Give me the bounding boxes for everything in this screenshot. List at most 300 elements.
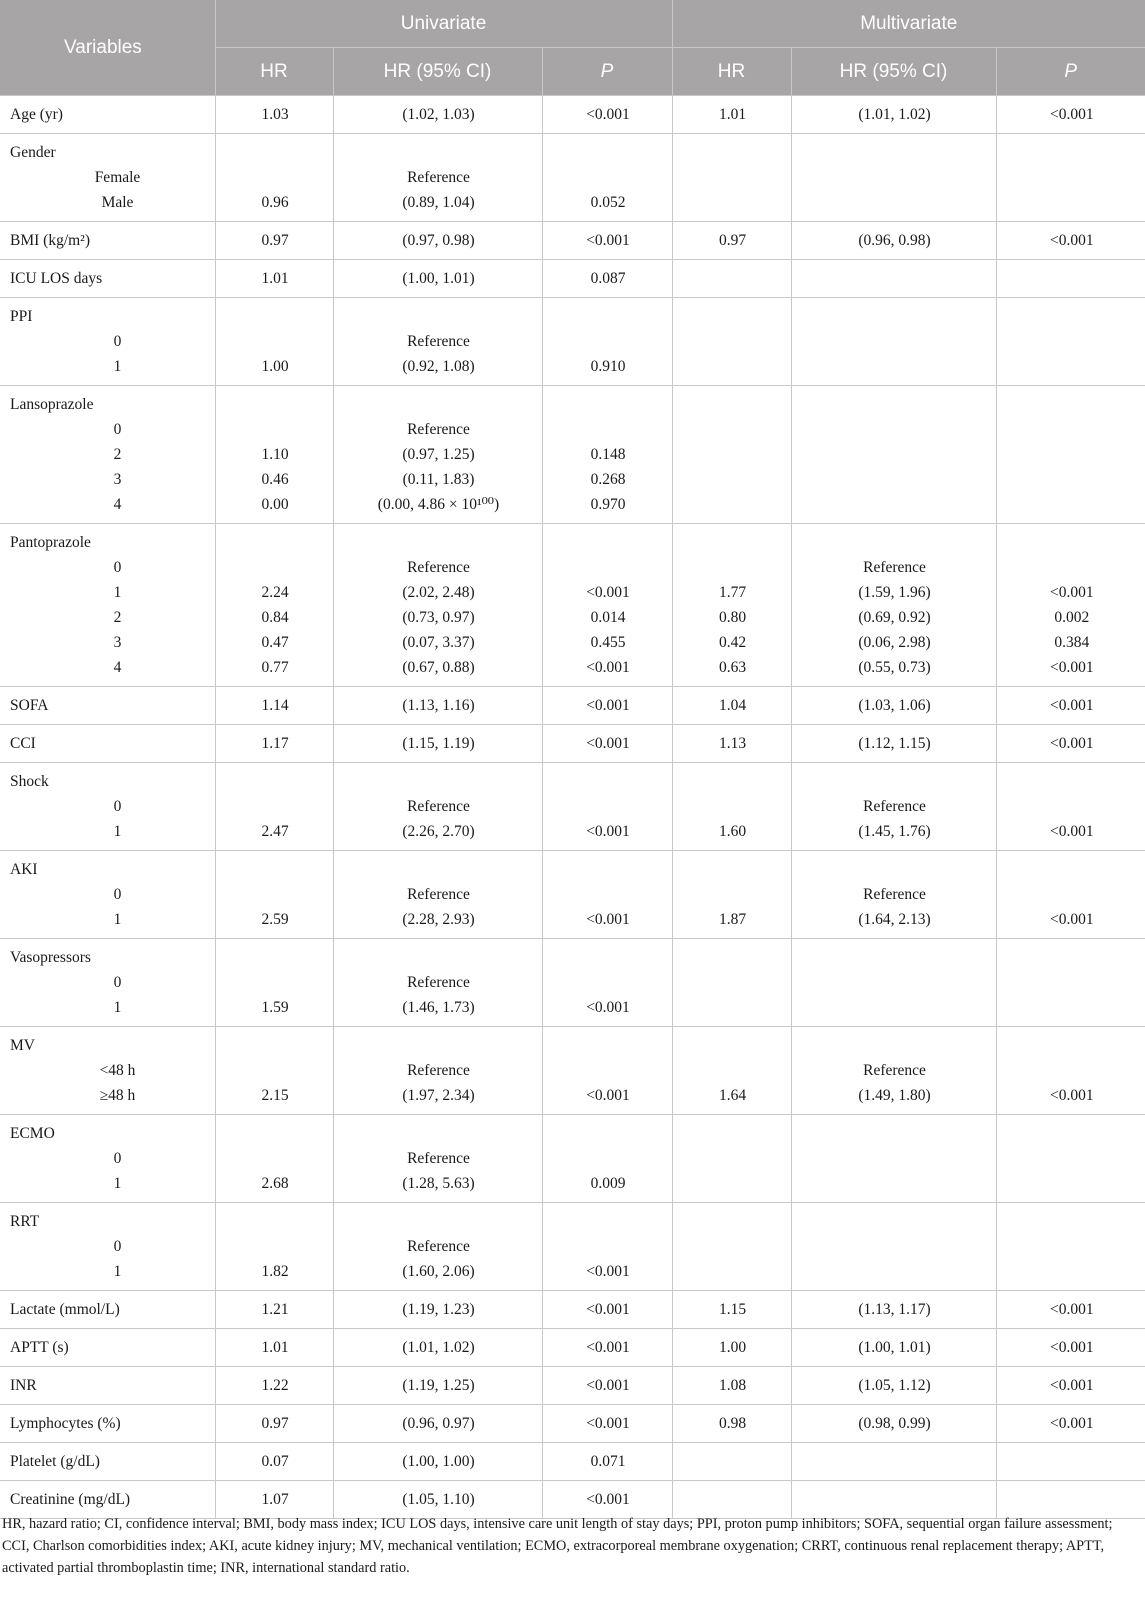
univariate-hr-ci-value: (2.02, 2.48) xyxy=(402,584,475,601)
univariate-hr-ci-cell xyxy=(333,1443,542,1481)
variable-level: 0 xyxy=(113,886,122,903)
table-row xyxy=(0,1115,1145,1203)
multivariate-hr-ci-value: Reference xyxy=(863,1062,926,1079)
table-footnote xyxy=(2,1513,1137,1579)
univariate-hr-value: 1.01 xyxy=(261,270,289,287)
univariate-hr-cell xyxy=(215,763,333,851)
univariate-hr-value xyxy=(226,165,325,190)
table-row xyxy=(0,134,1145,222)
table-row xyxy=(0,725,1145,763)
univariate-hr-value xyxy=(226,970,325,995)
multivariate-p-value: <0.001 xyxy=(1049,1301,1094,1318)
table-row xyxy=(0,260,1145,298)
multivariate-p-cell xyxy=(996,725,1145,763)
univariate-hr-value xyxy=(226,1058,325,1083)
multivariate-hr-cell xyxy=(672,134,791,222)
multivariate-hr-ci-cell xyxy=(791,1329,996,1367)
multivariate-hr-ci-value: (1.49, 1.80) xyxy=(858,1087,931,1104)
multivariate-hr-value xyxy=(683,555,783,580)
multivariate-p-value xyxy=(1007,555,1138,580)
multivariate-hr-value: 0.42 xyxy=(718,634,747,651)
univariate-hr-value: 1.21 xyxy=(261,1301,289,1318)
variable-cell xyxy=(0,386,215,524)
multivariate-p-cell xyxy=(996,1291,1145,1329)
variable-label: Lansoprazole xyxy=(10,396,94,413)
multivariate-hr-ci-cell xyxy=(791,134,996,222)
univariate-hr-cell xyxy=(215,96,333,134)
variable-label: Platelet (g/dL) xyxy=(10,1453,100,1470)
univariate-hr-ci-value: (0.07, 3.37) xyxy=(402,634,475,651)
multivariate-hr-ci-cell xyxy=(791,1115,996,1203)
variable-cell xyxy=(0,851,215,939)
multivariate-hr-value xyxy=(683,769,783,794)
univariate-hr-ci-value: (1.01, 1.02) xyxy=(402,1339,475,1356)
univariate-hr-value xyxy=(226,769,325,794)
variable-label: APTT (s) xyxy=(10,1339,69,1356)
multivariate-hr-ci-value: (0.06, 2.98) xyxy=(858,634,931,651)
multivariate-hr-value xyxy=(683,882,783,907)
multivariate-p-value: <0.001 xyxy=(1049,735,1094,752)
multivariate-hr-ci-cell xyxy=(791,1203,996,1291)
univariate-hr-ci-cell xyxy=(333,939,542,1027)
variable-cell xyxy=(0,725,215,763)
variable-level: 0 xyxy=(113,421,122,438)
univariate-p-cell xyxy=(542,260,672,298)
univariate-hr-ci-cell xyxy=(333,1027,542,1115)
variable-cell xyxy=(0,260,215,298)
table-body xyxy=(0,96,1145,1519)
univariate-p-value: <0.001 xyxy=(586,1339,630,1356)
multivariate-hr-ci-value: (1.03, 1.06) xyxy=(858,697,931,714)
multivariate-p-value: 0.002 xyxy=(1054,609,1090,626)
variable-cell xyxy=(0,1115,215,1203)
variable-cell xyxy=(0,763,215,851)
header-multivariate-hr-ci: HR (95% CI) xyxy=(791,48,996,96)
univariate-hr-value xyxy=(226,555,325,580)
univariate-p-value xyxy=(553,329,664,354)
variable-cell xyxy=(0,687,215,725)
multivariate-hr-value xyxy=(683,857,783,882)
univariate-hr-ci-cell xyxy=(333,763,542,851)
multivariate-hr-value: 1.77 xyxy=(718,584,747,601)
variable-level: <48 h xyxy=(99,1062,136,1079)
univariate-p-value: 0.970 xyxy=(590,496,626,513)
univariate-p-cell xyxy=(542,134,672,222)
multivariate-hr-ci-cell xyxy=(791,96,996,134)
univariate-p-value xyxy=(553,392,664,417)
univariate-p-cell xyxy=(542,386,672,524)
univariate-p-value xyxy=(553,140,664,165)
variable-label: Pantoprazole xyxy=(10,534,91,551)
multivariate-p-cell xyxy=(996,260,1145,298)
univariate-p-value: <0.001 xyxy=(586,659,630,676)
univariate-p-cell xyxy=(542,1329,672,1367)
univariate-hr-value: 1.01 xyxy=(261,1339,289,1356)
variable-label: Lymphocytes (%) xyxy=(10,1415,121,1432)
univariate-hr-value xyxy=(226,1146,325,1171)
variable-cell xyxy=(0,1291,215,1329)
multivariate-hr-ci-cell xyxy=(791,1443,996,1481)
multivariate-p-value: <0.001 xyxy=(1049,584,1094,601)
univariate-hr-value: 1.10 xyxy=(261,446,289,463)
multivariate-p-value xyxy=(1007,769,1138,794)
variable-cell xyxy=(0,298,215,386)
univariate-hr-ci-cell xyxy=(333,524,542,687)
multivariate-hr-ci-value xyxy=(802,1033,988,1058)
multivariate-hr-ci-value: (1.45, 1.76) xyxy=(858,823,931,840)
univariate-hr-ci-cell xyxy=(333,134,542,222)
univariate-p-cell xyxy=(542,851,672,939)
variable-level: 0 xyxy=(113,1238,122,1255)
univariate-hr-value: 0.84 xyxy=(261,609,289,626)
univariate-hr-cell xyxy=(215,1405,333,1443)
multivariate-p-cell xyxy=(996,222,1145,260)
variable-level: 3 xyxy=(113,471,122,488)
univariate-hr-ci-value xyxy=(344,769,534,794)
multivariate-hr-value xyxy=(683,794,783,819)
univariate-p-value xyxy=(553,769,664,794)
univariate-hr-ci-cell xyxy=(333,260,542,298)
univariate-hr-cell xyxy=(215,725,333,763)
multivariate-p-value xyxy=(1007,857,1138,882)
univariate-hr-ci-value: Reference xyxy=(407,886,470,903)
univariate-hr-ci-value: Reference xyxy=(407,1062,470,1079)
multivariate-hr-ci-cell xyxy=(791,1367,996,1405)
multivariate-hr-cell xyxy=(672,687,791,725)
multivariate-p-cell xyxy=(996,1203,1145,1291)
variable-cell xyxy=(0,524,215,687)
univariate-p-value: 0.910 xyxy=(590,358,626,375)
univariate-hr-cell xyxy=(215,851,333,939)
univariate-hr-value: 1.00 xyxy=(261,358,289,375)
univariate-hr-value xyxy=(226,329,325,354)
univariate-hr-value xyxy=(226,140,325,165)
multivariate-hr-ci-cell xyxy=(791,725,996,763)
variable-level: 0 xyxy=(113,333,122,350)
multivariate-hr-ci-value xyxy=(802,769,988,794)
univariate-hr-cell xyxy=(215,386,333,524)
univariate-p-cell xyxy=(542,524,672,687)
univariate-hr-value: 0.46 xyxy=(261,471,289,488)
table-row xyxy=(0,687,1145,725)
multivariate-hr-ci-cell xyxy=(791,763,996,851)
univariate-p-value: 0.455 xyxy=(590,634,626,651)
variable-level: ≥48 h xyxy=(99,1087,136,1104)
univariate-hr-ci-value: (1.13, 1.16) xyxy=(402,697,475,714)
univariate-p-value: <0.001 xyxy=(586,1087,630,1104)
header-univariate: Univariate xyxy=(215,0,672,48)
multivariate-hr-ci-value: (1.59, 1.96) xyxy=(858,584,931,601)
univariate-hr-value xyxy=(226,882,325,907)
univariate-hr-ci-value: (1.46, 1.73) xyxy=(402,999,475,1016)
univariate-p-value xyxy=(553,165,664,190)
variable-cell xyxy=(0,134,215,222)
univariate-hr-ci-value xyxy=(344,1033,534,1058)
univariate-p-value: 0.148 xyxy=(590,446,626,463)
univariate-hr-ci-cell xyxy=(333,1405,542,1443)
univariate-hr-ci-value: (1.19, 1.23) xyxy=(402,1301,475,1318)
multivariate-hr-value: 1.08 xyxy=(718,1377,747,1394)
multivariate-hr-value xyxy=(683,1058,783,1083)
multivariate-hr-ci-cell xyxy=(791,260,996,298)
multivariate-p-cell xyxy=(996,763,1145,851)
variable-cell xyxy=(0,96,215,134)
multivariate-hr-value: 1.60 xyxy=(718,823,747,840)
multivariate-p-cell xyxy=(996,851,1145,939)
multivariate-hr-ci-value: (0.69, 0.92) xyxy=(858,609,931,626)
table-header xyxy=(0,0,1145,96)
univariate-hr-ci-value: Reference xyxy=(407,169,470,186)
univariate-hr-value xyxy=(226,1033,325,1058)
table-row xyxy=(0,1027,1145,1115)
univariate-hr-ci-value: Reference xyxy=(407,974,470,991)
multivariate-p-value xyxy=(1007,530,1138,555)
variable-label: AKI xyxy=(10,861,38,878)
header-variables: Variables xyxy=(0,0,215,96)
univariate-hr-value: 1.14 xyxy=(261,697,289,714)
multivariate-p-value: <0.001 xyxy=(1049,1415,1094,1432)
univariate-hr-value: 1.59 xyxy=(261,999,289,1016)
multivariate-hr-cell xyxy=(672,222,791,260)
univariate-p-cell xyxy=(542,1405,672,1443)
table-row xyxy=(0,1291,1145,1329)
variable-level: 4 xyxy=(113,496,122,513)
univariate-hr-value: 0.96 xyxy=(261,194,289,211)
multivariate-hr-cell xyxy=(672,1115,791,1203)
multivariate-p-cell xyxy=(996,1405,1145,1443)
table-row xyxy=(0,1405,1145,1443)
univariate-hr-ci-value: (0.00, 4.86 × 10¹⁰⁰) xyxy=(377,496,500,513)
univariate-hr-ci-value: Reference xyxy=(407,1238,470,1255)
multivariate-p-value: <0.001 xyxy=(1049,823,1094,840)
multivariate-hr-cell xyxy=(672,1329,791,1367)
univariate-hr-ci-value: (1.00, 1.00) xyxy=(402,1453,475,1470)
multivariate-p-value: <0.001 xyxy=(1049,232,1094,249)
multivariate-hr-ci-value: (1.01, 1.02) xyxy=(858,106,931,123)
multivariate-hr-value: 0.63 xyxy=(718,659,747,676)
univariate-p-value: <0.001 xyxy=(586,1377,630,1394)
univariate-p-value xyxy=(553,857,664,882)
multivariate-p-cell xyxy=(996,687,1145,725)
univariate-hr-value: 1.22 xyxy=(261,1377,289,1394)
univariate-hr-ci-cell xyxy=(333,1367,542,1405)
univariate-hr-cell xyxy=(215,1203,333,1291)
univariate-hr-ci-cell xyxy=(333,851,542,939)
multivariate-hr-cell xyxy=(672,524,791,687)
univariate-p-value xyxy=(553,794,664,819)
variable-level: Female xyxy=(94,169,141,186)
variable-level: 1 xyxy=(113,584,122,601)
multivariate-hr-ci-cell xyxy=(791,386,996,524)
univariate-hr-ci-value: (0.73, 0.97) xyxy=(402,609,475,626)
multivariate-hr-cell xyxy=(672,1027,791,1115)
multivariate-p-cell xyxy=(996,96,1145,134)
multivariate-hr-ci-cell xyxy=(791,1027,996,1115)
univariate-hr-ci-value: (2.26, 2.70) xyxy=(402,823,475,840)
variable-level: 0 xyxy=(113,974,122,991)
table-row xyxy=(0,763,1145,851)
multivariate-hr-ci-cell xyxy=(791,1291,996,1329)
univariate-hr-ci-cell xyxy=(333,1115,542,1203)
variable-level: 1 xyxy=(113,358,122,375)
univariate-hr-cell xyxy=(215,1291,333,1329)
header-multivariate-hr: HR xyxy=(672,48,791,96)
univariate-hr-ci-value: (1.05, 1.10) xyxy=(402,1491,475,1508)
variable-label: CCI xyxy=(10,735,36,752)
univariate-p-value: <0.001 xyxy=(586,106,630,123)
univariate-hr-cell xyxy=(215,1329,333,1367)
univariate-hr-ci-value: (1.15, 1.19) xyxy=(402,735,475,752)
multivariate-p-value: <0.001 xyxy=(1049,1339,1094,1356)
univariate-hr-value xyxy=(226,304,325,329)
univariate-hr-ci-value: (0.97, 1.25) xyxy=(402,446,475,463)
multivariate-hr-ci-value: Reference xyxy=(863,559,926,576)
variable-label: PPI xyxy=(10,308,33,325)
table-row xyxy=(0,222,1145,260)
univariate-p-value xyxy=(553,530,664,555)
table-row xyxy=(0,1443,1145,1481)
variable-label: RRT xyxy=(10,1213,40,1230)
variable-label: Creatinine (mg/dL) xyxy=(10,1491,131,1508)
variable-label: Lactate (mmol/L) xyxy=(10,1301,120,1318)
multivariate-hr-value xyxy=(683,1033,783,1058)
univariate-p-value: <0.001 xyxy=(586,999,630,1016)
univariate-hr-cell xyxy=(215,687,333,725)
univariate-hr-cell xyxy=(215,524,333,687)
univariate-p-cell xyxy=(542,1115,672,1203)
multivariate-p-value: <0.001 xyxy=(1049,697,1094,714)
univariate-hr-ci-value: (2.28, 2.93) xyxy=(402,911,475,928)
univariate-hr-ci-cell xyxy=(333,96,542,134)
univariate-hr-ci-value: (1.97, 2.34) xyxy=(402,1087,475,1104)
univariate-hr-value xyxy=(226,1121,325,1146)
univariate-p-value: <0.001 xyxy=(586,1491,630,1508)
univariate-hr-ci-value: (1.60, 2.06) xyxy=(402,1263,475,1280)
variable-level: 1 xyxy=(113,823,122,840)
univariate-hr-value: 2.47 xyxy=(261,823,289,840)
header-multivariate-p: P xyxy=(996,48,1145,96)
univariate-hr-ci-cell xyxy=(333,222,542,260)
univariate-hr-ci-cell xyxy=(333,386,542,524)
univariate-hr-cell xyxy=(215,1115,333,1203)
univariate-hr-ci-cell xyxy=(333,687,542,725)
multivariate-hr-ci-value: (0.98, 0.99) xyxy=(858,1415,931,1432)
multivariate-hr-cell xyxy=(672,386,791,524)
univariate-p-value xyxy=(553,1209,664,1234)
table-row xyxy=(0,386,1145,524)
univariate-p-value: 0.052 xyxy=(590,194,626,211)
multivariate-p-cell xyxy=(996,939,1145,1027)
univariate-p-value: <0.001 xyxy=(586,584,630,601)
univariate-hr-value xyxy=(226,417,325,442)
table-row xyxy=(0,524,1145,687)
multivariate-hr-cell xyxy=(672,1443,791,1481)
multivariate-hr-value: 1.13 xyxy=(718,735,747,752)
multivariate-p-cell xyxy=(996,1443,1145,1481)
univariate-hr-cell xyxy=(215,134,333,222)
footnote-text: HR, hazard ratio; CI, confidence interval; BMI, body mass index; ICU LOS days, intensive care unit length of stay days; PPI, proton pump inhibitors; SOFA, sequential organ failure assessment; CCI, Charlson comorbidities index; AKI, acute kidney injury; MV, mechanical ventilation; ECMO, extracorporeal membrane oxygenation; CRRT, continuous renal replacement therapy; APTT, activated partial thromboplastin time; INR, international standard ratio. xyxy=(2,1516,1113,1576)
table-row xyxy=(0,939,1145,1027)
variable-label: Gender xyxy=(10,144,56,161)
univariate-hr-value: 0.97 xyxy=(261,1415,289,1432)
univariate-hr-value: 0.47 xyxy=(261,634,289,651)
univariate-hr-ci-value xyxy=(344,530,534,555)
multivariate-hr-value: 1.04 xyxy=(718,697,747,714)
univariate-p-cell xyxy=(542,725,672,763)
variable-level: 0 xyxy=(113,559,122,576)
univariate-hr-ci-value: (0.96, 0.97) xyxy=(402,1415,475,1432)
univariate-p-value xyxy=(553,555,664,580)
multivariate-p-cell xyxy=(996,1115,1145,1203)
variable-label: INR xyxy=(10,1377,37,1394)
univariate-hr-ci-value: (0.89, 1.04) xyxy=(402,194,475,211)
variable-level: 4 xyxy=(113,659,122,676)
variable-cell xyxy=(0,1367,215,1405)
table-row xyxy=(0,1367,1145,1405)
multivariate-p-cell xyxy=(996,1329,1145,1367)
univariate-hr-value: 0.07 xyxy=(261,1453,289,1470)
univariate-hr-cell xyxy=(215,1027,333,1115)
multivariate-hr-ci-value: (1.00, 1.01) xyxy=(858,1339,931,1356)
multivariate-hr-ci-cell xyxy=(791,1405,996,1443)
univariate-hr-cell xyxy=(215,298,333,386)
univariate-hr-ci-value xyxy=(344,945,534,970)
header-univariate-hr: HR xyxy=(215,48,333,96)
univariate-hr-ci-value: (0.11, 1.83) xyxy=(402,471,475,488)
univariate-p-cell xyxy=(542,222,672,260)
univariate-hr-ci-cell xyxy=(333,1291,542,1329)
multivariate-hr-value: 1.01 xyxy=(718,106,747,123)
univariate-hr-ci-value: (0.92, 1.08) xyxy=(402,358,475,375)
variable-label: Age (yr) xyxy=(10,106,63,123)
multivariate-p-value xyxy=(1007,794,1138,819)
multivariate-hr-cell xyxy=(672,96,791,134)
multivariate-p-value: <0.001 xyxy=(1049,1087,1094,1104)
univariate-hr-ci-value: (1.28, 5.63) xyxy=(402,1175,475,1192)
univariate-p-cell xyxy=(542,687,672,725)
univariate-hr-ci-value: Reference xyxy=(407,421,470,438)
univariate-p-cell xyxy=(542,1291,672,1329)
univariate-hr-value: 2.59 xyxy=(261,911,289,928)
variable-level: 0 xyxy=(113,798,122,815)
univariate-hr-value xyxy=(226,857,325,882)
multivariate-hr-cell xyxy=(672,1291,791,1329)
multivariate-hr-ci-value: Reference xyxy=(863,886,926,903)
univariate-p-cell xyxy=(542,1443,672,1481)
univariate-p-value: <0.001 xyxy=(586,1415,630,1432)
table-row xyxy=(0,1203,1145,1291)
multivariate-p-cell xyxy=(996,134,1145,222)
variable-label: MV xyxy=(10,1037,35,1054)
multivariate-p-value xyxy=(1007,1033,1138,1058)
univariate-hr-ci-value: Reference xyxy=(407,559,470,576)
variable-level: 1 xyxy=(113,1175,122,1192)
univariate-hr-cell xyxy=(215,1367,333,1405)
multivariate-hr-ci-value: (1.13, 1.17) xyxy=(858,1301,931,1318)
univariate-p-value xyxy=(553,945,664,970)
univariate-p-value xyxy=(553,1121,664,1146)
multivariate-hr-value: 0.98 xyxy=(718,1415,747,1432)
univariate-p-cell xyxy=(542,1027,672,1115)
univariate-p-value: 0.268 xyxy=(590,471,626,488)
univariate-hr-ci-value: Reference xyxy=(407,333,470,350)
multivariate-hr-ci-value: (1.05, 1.12) xyxy=(858,1377,931,1394)
univariate-p-cell xyxy=(542,1203,672,1291)
univariate-hr-ci-value xyxy=(344,857,534,882)
multivariate-hr-cell xyxy=(672,1367,791,1405)
univariate-p-value: <0.001 xyxy=(586,823,630,840)
variable-level: 3 xyxy=(113,634,122,651)
